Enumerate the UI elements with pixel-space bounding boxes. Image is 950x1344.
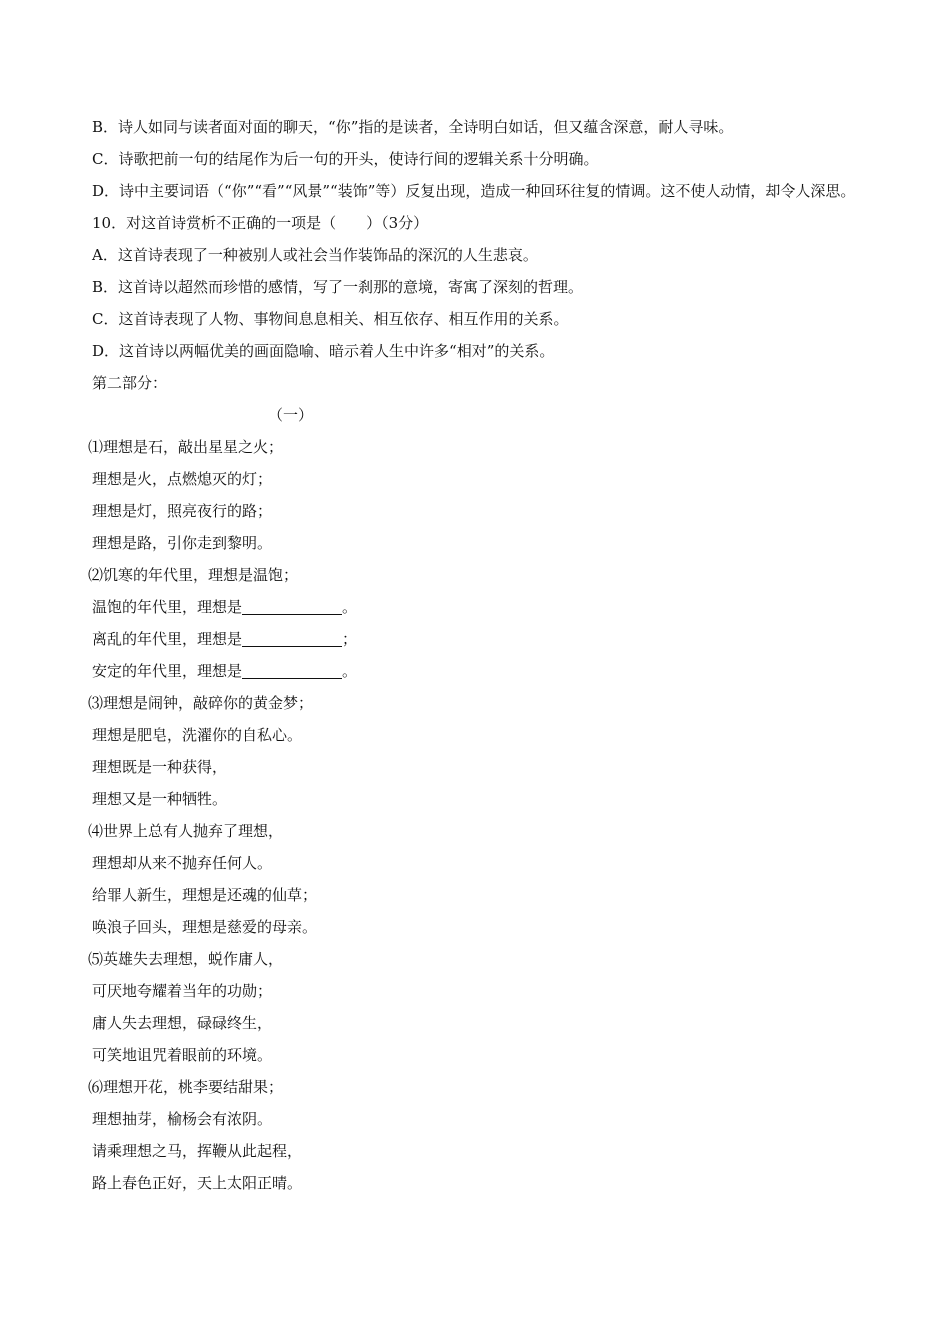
- part2-heading: 第二部分：: [92, 374, 168, 392]
- poem-blank-line: [92, 655, 872, 687]
- q9-option-c: C．诗歌把前一句的结尾作为后一句的开头，使诗行间的逻辑关系十分明确。: [92, 150, 599, 168]
- poem-line: ⑹理想开花，桃李要结甜果；: [88, 1078, 284, 1096]
- poem-line: ⑶理想是闹钟，敲碎你的黄金梦；: [88, 694, 314, 712]
- q10-option-a: A．这首诗表现了一种被别人或社会当作装饰品的深沉的人生悲哀。: [92, 246, 538, 264]
- poem-line: 路上春色正好，天上太阳正晴。: [92, 1174, 303, 1192]
- poem-line: 唤浪子回头，理想是慈爱的母亲。: [92, 918, 318, 936]
- poem-line: ⑸英雄失去理想，蜕作庸人，: [88, 950, 284, 968]
- poem-line-suffix: ；: [342, 630, 358, 648]
- poem-line: ⑵饥寒的年代里，理想是温饱；: [88, 566, 299, 584]
- fill-in-blank[interactable]: [242, 613, 342, 615]
- poem-line: 理想却从来不抛弃任何人。: [92, 854, 273, 872]
- poem-line: 理想是火，点燃熄灭的灯；: [92, 470, 273, 488]
- q9-option-d: D．诗中主要词语（“你”“看”“风景”“装饰”等）反复出现，造成一种回环往复的情调。这不使人动情，却令人深思。: [92, 182, 856, 200]
- poem-line: 请乘理想之马，挥鞭从此起程，: [92, 1142, 303, 1160]
- poem-line: 理想是路，引你走到黎明。: [92, 534, 273, 552]
- poem-blank-line: [92, 623, 872, 655]
- poem-line: 理想抽芽，榆杨会有浓阴。: [92, 1110, 273, 1128]
- poem-line: 可厌地夸耀着当年的功勋；: [92, 982, 273, 1000]
- poem-line-suffix: 。: [342, 662, 358, 680]
- poem-blank-line: [92, 591, 872, 623]
- poem-line-prefix: 安定的年代里，理想是: [92, 662, 243, 680]
- poem-line: 理想是肥皂，洗濯你的自私心。: [92, 726, 303, 744]
- fill-in-blank[interactable]: [242, 645, 342, 647]
- q10-stem: 10．对这首诗赏析不正确的一项是（ ）（3分）: [92, 214, 429, 232]
- poem-line: 庸人失去理想，碌碌终生，: [92, 1014, 273, 1032]
- poem-line-prefix: 温饱的年代里，理想是: [92, 598, 243, 616]
- q10-option-d: D．这首诗以两幅优美的画面隐喻、暗示着人生中许多“相对”的关系。: [92, 342, 555, 360]
- poem-line-prefix: 离乱的年代里，理想是: [92, 630, 243, 648]
- poem-line: 可笑地诅咒着眼前的环境。: [92, 1046, 273, 1064]
- section-label: （一）: [268, 406, 314, 424]
- q10-option-c: C．这首诗表现了人物、事物间息息相关、相互依存、相互作用的关系。: [92, 310, 569, 328]
- poem-line: 给罪人新生，理想是还魂的仙草；: [92, 886, 318, 904]
- poem-line: 理想既是一种获得，: [92, 758, 228, 776]
- poem-line-suffix: 。: [342, 598, 358, 616]
- document-content: [88, 111, 872, 1199]
- poem-line: ⑴理想是石，敲出星星之火；: [88, 438, 284, 456]
- poem-line: ⑷世界上总有人抛弃了理想，: [88, 822, 284, 840]
- fill-in-blank[interactable]: [242, 677, 342, 679]
- poem-line: 理想又是一种牺牲。: [92, 790, 228, 808]
- q10-option-b: B．这首诗以超然而珍惜的感情，写了一刹那的意境，寄寓了深刻的哲理。: [92, 278, 584, 296]
- poem-line: 理想是灯，照亮夜行的路；: [92, 502, 273, 520]
- q9-option-b: B．诗人如同与读者面对面的聊天，“你”指的是读者，全诗明白如话，但又蕴含深意，耐人寻味。: [92, 118, 734, 136]
